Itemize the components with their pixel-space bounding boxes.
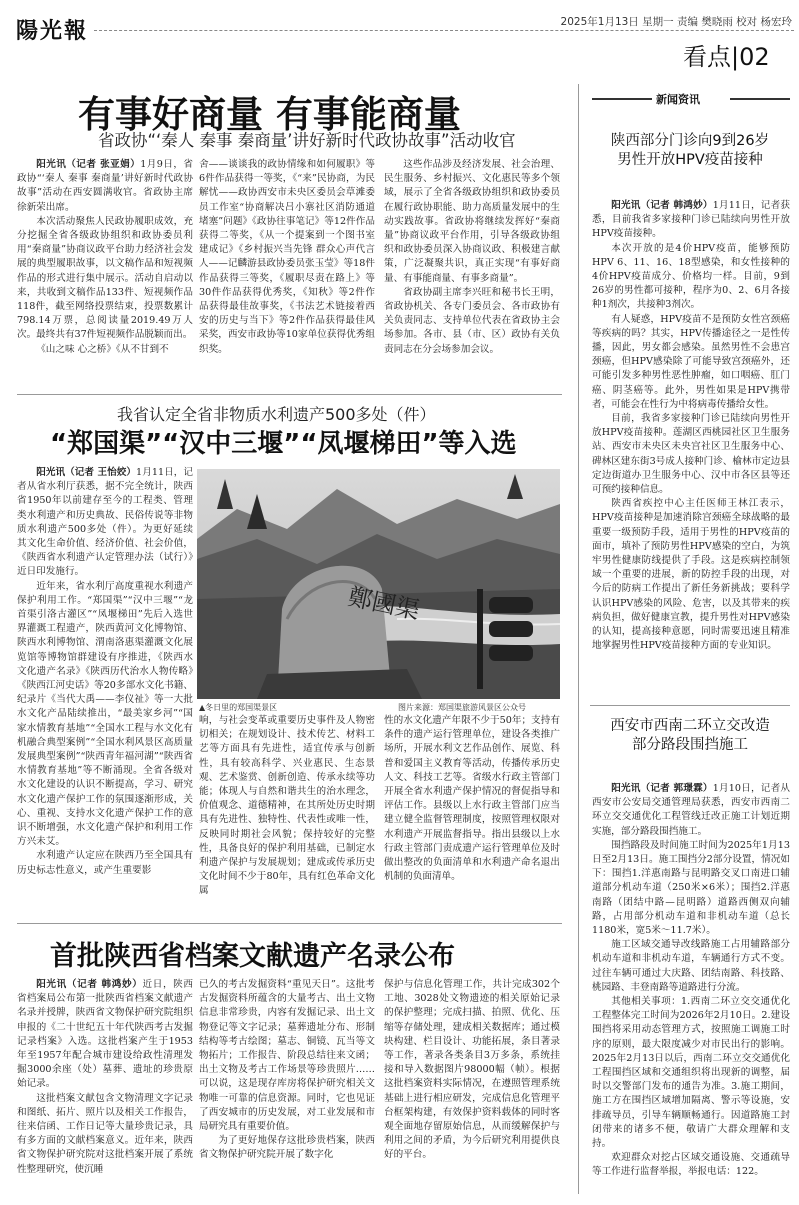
sidebar-section-header	[592, 91, 790, 107]
paragraph: 为了更好地保存这批珍贵档案，陕西省文物保护研究院开展了数字化	[199, 1135, 375, 1161]
sidebar-story2-body	[592, 782, 790, 1194]
article3-byline: 阳光讯（记者 韩鸿妙）	[36, 979, 143, 990]
stone-inscription: 鄭國渠	[345, 582, 423, 625]
paragraph: 本次活动聚焦人民政协履职成效，充分挖掘全省各级政协组织和政协委员利用“秦商量”协商议政平台助力经济社会发展的典型履职故事，以文稿作品和短视频作品的形式进行集中展示。活动自启动以来，共收到文稿作品133件、短视频作品118件，截至网络投票结束，投票数累计798.14万票，总阅读量2019.49万人次。最终共有37件短视频作品脱颖而出。	[17, 215, 193, 341]
article1-column-3	[384, 158, 560, 398]
sidebar-story2-byline: 阳光讯（记者 郭璟霖）	[611, 783, 713, 794]
paragraph: 1月11日，记者获悉，目前我省多家接种门诊已陆续向男性开放HPV疫苗接种。	[592, 200, 790, 240]
article1-column-1	[17, 158, 193, 398]
paragraph: 这些作品涉及经济发展、社会治理、民生服务、乡村振兴、文化惠民等多个领域，展示了全省各级政协组织和政协委员在履行政协职能、助力高质量发展中的生动实践故事。省政协将继续发挥好“秦商量”协商议政平台作用，引导各级政协组织和政协委员深入协商议政、积极建言献策，广泛凝聚共识，真正实现“有事好商量、有事能商量、有事多商量”。	[384, 159, 560, 284]
paragraph: 本次开放的是4价HPV疫苗，能够预防HPV 6、11、16、18型感染，和女性接种的4价HPV疫苗成分、价格均一样。目前，9到26岁的男性都可接种，程序为0、2、6月各接种1剂次，共接种3剂次。	[592, 242, 790, 311]
paragraph: 舍——谈谈我的政协情缘和如何履职》等6件作品获得一等奖，《“来”民协商，为民解忧——政协西安市未央区委员会草滩委员工作室“协商解决吕小寨社区消防通道堵塞”问题》《政协往事笔记》等12件作品获得二等奖，《从一个提案到一个图书室建成记》《乡村振兴当先锋 群众心声代言人——记麟游县政协委员张玉莹》等18件作品获得三等奖，《履职尽责在路上》等30件作品获得优秀奖，《知秋》等2件作品获得最佳故事奖，《书法艺术链接着西安的历史与当下》等2件作品获得最佳风采奖，西安市政协等10家单位获得优秀组织奖。	[199, 159, 375, 355]
page-section-label: 看点	[683, 43, 731, 71]
header-rule-right	[730, 98, 790, 100]
paragraph: 省政协副主席李兴旺和秘书长王明，省政协机关、各专门委员会、各市政协有关负责同志、支持单位代表在省政协主会场参加。各市、县（市、区）政协有关负责同志在分会场参加会议。	[384, 286, 560, 355]
article2-photo	[197, 469, 560, 699]
paragraph: 性的水文化遗产年限不少于50年；支持有条件的遗产运行管理单位，建设各类推广场所，开展水利文艺作品创作、展览、科普和爱国主义教育等活动，传播传承历史人文、科技工艺等。省级水行政主管部门开展全省水利遗产保护情况的督促指导和评估工作。县级以上水行政主管部门应当建立健全监督管理制度，按照管理权限对水利遗产开展监督指导。指出县级以上水行政主管部门责成遗产运行管理单位及时做出整改的负面清单和水利遗产命名退出机制的负面清单。	[384, 715, 560, 883]
sidebar-divider	[578, 84, 579, 1194]
paragraph: 保护与信息化管理工作，共计完成302个工地、3028处文物遗迹的相关原始记录的保护整理；完成扫描、拍照、优化、压缩等存储处理，建成相关数据库；通过模块构建、栏目设计、功能拓展，条目著录等工作，著录各类条目3万多条，系统挂接和导入数据图片98000幅（帧）。根据这批档案资料实际情况，在遵照管理系统基础上进行相应研发，完成信息化管理平台框架构建，有效保护资料载体的同时客观全面地存留原始信息，从而缓解保护与利用之间的矛盾，为今后研究利用提供良好的平台。	[384, 979, 560, 1161]
paragraph: 《山之味 心之桥》《从不甘到不	[36, 343, 169, 355]
sidebar-story1-body	[592, 199, 790, 704]
paragraph: 1月9日，省政协“‘秦人 秦事 秦商量’讲好新时代政协故事”活动在西安圆满收官。省政协主席徐新荣出席。	[17, 159, 193, 213]
paragraph: 有人疑惑，HPV疫苗不是预防女性宫颈癌等疾病的吗？其实，HPV传播途径之一是性传播，因此，男女都会感染。虽然男性不会患宫颈癌，但HPV感染除了可能导致宫颈癌外，还可能引发多种男性恶性肿瘤，如口咽癌、肛门癌、阴茎癌等。此外，男性如果是HPV携带者，可能会在性行为中将病毒传播给女性。	[592, 313, 790, 410]
sidebar-story-divider	[590, 705, 790, 706]
paragraph: 水利遗产认定应在陕西乃至全国具有历史标志性意义，或产生重要影	[17, 850, 193, 876]
article2-byline: 阳光讯（记者 王怡姣）	[36, 467, 137, 478]
article2-photo-caption: ▲冬日里的郑国渠景区	[199, 703, 278, 712]
article1-byline: 阳光讯（记者 张亚娟）	[36, 159, 141, 170]
sidebar-story2-title	[590, 717, 790, 755]
paragraph: 其他相关事项：1.西南二环立交交通优化工程整体完工时间为2026年2月10日。2.建设围挡将采用动态管理方式，按照施工调施工时序的原则，最大限度减少对市民出行的影响。2025年2月13日以后，西南二环立交交通优化工程围挡区域和交通组织将出现新的调整，届时以交警部门发布的通告为准。3.施工期间，施工方在围挡区域增加隔离、警示等设施，安排疏导员，引导车辆顺畅通行。因道路施工封闭带来的诸多不便，敬请广大群众理解和支持。	[592, 996, 790, 1150]
paragraph: 近年来，省水利厅高度重视水利遗产保护利用工作。“郑国渠”“汉中三堰”“龙首渠引洛古灌区”“凤堰梯田”先后入选世界灌溉工程遗产，陕西黄河文化博物馆、陕西水利博物馆、渭南洛惠渠灌溉文化展览馆等博物馆群建设有序推进，《陕西水文化遗产名录》《陕西历代治水人物传略》《陕西江河史话》等20多部水文化书籍、纪录片《当代大禹——李仪祉》等一大批水文化产品陆续推出，“最美家乡河”“国家水情教育基地”“全国水工程与水文化有机融合典型案例”“全国水利风景区高质量发展典型案例”“陕西青年福河湖”“陕西省水情教育基地”等不断涌现。全省各级对水文化建设的认识不断提高，学习、研究水文化遗产保护工作的氛围逐渐形成，关心、重视、支持水文化遗产保护工作的意识不断增强，水文化遗产保护和利用工作方兴未艾。	[17, 580, 193, 848]
title-line: 部分路段围挡施工	[632, 737, 748, 753]
article3-column-1	[17, 978, 193, 1193]
page-number: 02	[739, 43, 770, 71]
sidebar-section-title: 新闻资讯	[656, 93, 700, 106]
masthead-divider	[94, 30, 794, 31]
paragraph: 围挡路段及时间施工时间为2025年1月13日至2月13日。施工围挡分2部分设置，情况如下：围挡1.洋惠南路与昆明路交叉口南进口辅道部分机动车道（250米×6米）；围挡2.洋惠南路（团结中路—昆明路）道路西侧双向辅路，占用部分机动车道和非机动车道（总长1180米，宽5米～11.7米）。	[592, 839, 790, 937]
paragraph: 1月10日，记者从西安市公安局交通管理局获悉，西安市西南二环立交交通优化工程管线迁改正施工计划近期实施，部分路段围挡施工。	[592, 783, 790, 837]
article3-column-2	[199, 978, 375, 1193]
article2-column-3	[384, 714, 560, 883]
sidebar-story1-title	[590, 132, 790, 170]
article2-photo-credit: 图片来源：郑国渠旅游风景区公众号	[398, 703, 526, 712]
paragraph: 这批档案文献包含文物清理文字记录和图纸、拓片、照片以及相关工作报告，往来信函、工作日记等大量珍贵记录，具有多方面的文献档案意义。近年来，陕西省文物保护研究院对这批档案开展了系统性整理研究，使沉睡	[17, 1092, 193, 1175]
page-separator: |	[731, 43, 740, 71]
title-line: 西安市西南二环立交改造	[610, 718, 770, 734]
article1-headline: 有事好商量 有事能商量	[78, 93, 461, 136]
article3-headline: 首批陕西省档案文献遗产名录公布	[50, 941, 455, 972]
article-divider	[17, 923, 562, 924]
paragraph: 施工区域交通导改线路施工占用辅路部分机动车道和非机动车道，车辆通行方式不变。过往车辆可通过大庆路、团结南路、科技路、桃园路、丰登南路等道路进行分流。	[592, 939, 790, 993]
article3-column-3	[384, 978, 560, 1193]
newspaper-logo: 陽光報	[16, 18, 89, 44]
paragraph: 1月11日，记者从省水利厅获悉，据不完全统计，陕西省1950年以前建存至今的工程类、管理类水利遗产和历史典故、民俗传说等非物质水利遗产500多处（件）。为更好延续其文化生命价值、经济价值、社会价值，《陕西省水利遗产认定管理办法（试行）》近日印发施行。	[17, 467, 193, 578]
article-divider	[17, 394, 562, 395]
canal-landscape-image	[197, 469, 560, 699]
header-rule-left	[592, 98, 652, 100]
paragraph: 目前，我省多家接种门诊已陆续向男性开放HPV疫苗接种。莲湖区西桃园社区卫生服务站、西安市未央区未央宫社区卫生服务中心、碑林区建东街3号成人接种门诊、榆林市定边县定边街道办卫生服务中心、汉中市各区县等还可预约接种信息。	[592, 413, 790, 496]
article1-column-2	[199, 158, 375, 398]
article2-kicker: 我省认定全省非物质水利遗产500多处（件）	[117, 405, 436, 424]
issue-date-editors: 2025年1月13日 星期一 责编 樊晓雨 校对 杨宏玲	[560, 16, 792, 28]
article2-headline: “郑国渠”“汉中三堰”“凤堰梯田”等入选	[50, 429, 517, 459]
paragraph: 陕西省疾控中心主任医师王林江表示，HPV疫苗接种是加速消除宫颈癌全球战略的最重要一级预防手段，适用于男性的HPV疫苗的面市，填补了预防男性HPV感染的空白，为筑牢男性健康防线提供了手段。这是疾病控制领域一个重要的进展，新的防控手段的出现，对今后的防病工作提出了新任务新挑战；要科学认识HPV感染的风险、危害，以及其带来的疾病负担，做好健康宣教，提升男性对HPV感染的认知，提高接种意愿，同时需要迅速且精准地掌握男性HPV疫苗接种方面的专业知识。	[592, 498, 790, 652]
paragraph: 欢迎群众对挖占区域交通设施、交通疏导等工作进行监督举报，举报电话：122。	[592, 1152, 790, 1178]
title-line: 男性开放HPV疫苗接种	[617, 152, 763, 168]
page-section-tag	[683, 37, 770, 72]
article1-subhead: 省政协“‘秦人 秦事 秦商量’讲好新时代政协故事”活动收官	[98, 131, 516, 150]
title-line: 陕西部分门诊向9到26岁	[610, 133, 770, 149]
article2-column-2	[199, 714, 375, 897]
sidebar-story1-byline: 阳光讯（记者 韩鸿妙）	[611, 200, 713, 211]
paragraph: 已久的考古发掘资料“重见天日”。这批考古发掘资料所蕴含的大量考古、出土文物信息非常珍贵，内容有发掘记录、出土文物登记等文字记录；墓葬遗址分布、形制结构等考古绘图；墓志、铜镜、瓦当等文物拓片；工作报告、阶段总结往来文函；出土文物及考古工作场景等珍贵照片……可以说，这是现存库房将保护研究相关文物唯一可靠的信息资源。同时，它也见证了西安城市的历史发展，对工业发展和市局研究具有重要价值。	[199, 979, 375, 1133]
paragraph: 响，与社会变革或重要历史事件及人物密切相关；在规划设计、技术传艺、材料工艺等方面具有先进性，适宜传承与创新性，具有较高科学、兴业惠民、生态景观、艺术鉴赏、创新创造、传承永续等功能；体现人与自然和谐共生的治水理念，价值观念、道德精神，在其所处历史时期具有先进性、独特性、代表性或唯一性，反映同时期社会风貌；保持较好的完整性，具备良好的保护利用基础，已制定水利遗产保护与发展规划；建成或传承历史文化时间不少于80年，具有红色革命文化属	[199, 715, 375, 897]
article2-column-1	[17, 466, 193, 876]
paragraph: 近日，陕西省档案局公布第一批陕西省档案文献遗产名录并授牌，陕西省文物保护研究院组织申报的《二十世纪五十年代陕西考古发掘记录档案》入选。这批档案产生于1953年至1957年配合城市建设给政性清理发掘3000余座（处）墓葬、遗址的珍贵原始记录。	[17, 979, 194, 1090]
